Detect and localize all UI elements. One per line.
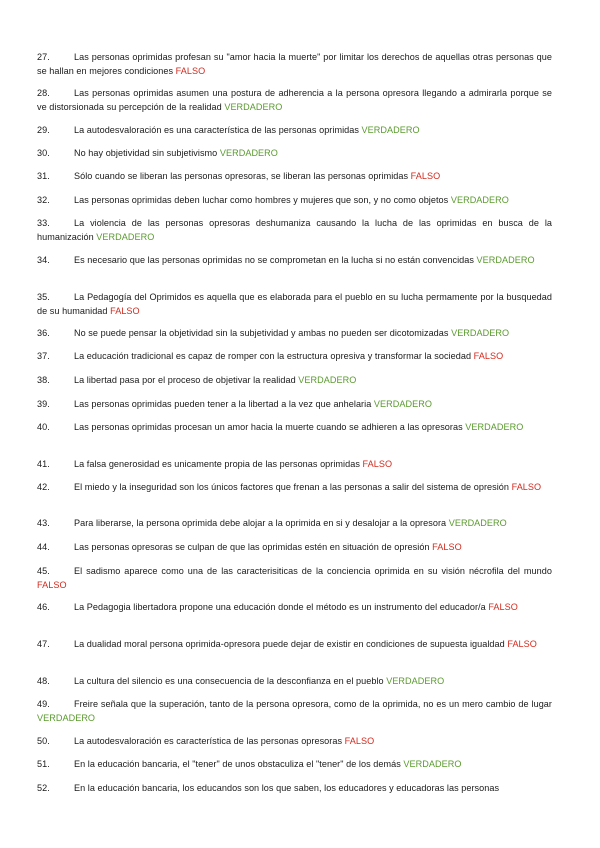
question-item [37,734,552,748]
question-item [37,86,552,114]
question-number: 38. [37,375,50,385]
answer-label: VERDADERO [219,148,278,158]
question-number: 33. [37,218,50,228]
question-number: 27. [37,52,50,62]
question-item [37,253,552,267]
question-text: No hay objetividad sin subjetivismo [74,148,218,158]
answer-label: VERDADERO [37,713,96,724]
question-item [37,480,552,494]
answer-label: VERDADERO [448,518,507,528]
question-text: La educación tradicional es capaz de romper con la estructura opresiva y transformar la sociedad [74,351,472,361]
answer-label: VERDADERO [450,195,509,205]
question-number: 31. [37,171,50,181]
question-item [37,373,552,387]
answer-label: FALSO [37,580,67,591]
question-number: 40. [37,422,50,432]
answer-label: VERDADERO [403,759,462,769]
answer-label: FALSO [432,542,462,552]
question-text: Las personas oprimidas procesan un amor hacia la muerte cuando se adhieren a las opresoras [74,422,463,432]
question-item [37,326,552,340]
question-number: 32. [37,195,50,205]
question-item [37,697,552,725]
question-item [37,397,552,411]
question-item [37,757,552,771]
question-text: Para liberarse, la persona oprimida debe alojar a la oprimida en si y desalojar a la opresora [74,518,447,528]
question-text: La autodesvaloración es una característica de las personas oprimidas [74,125,359,135]
answer-label: FALSO [511,482,542,492]
question-text: En la educación bancaria, los educandos son los que saben, los educadores y educadoras las personas [74,783,500,793]
question-item [37,600,552,614]
question-text: El miedo y la inseguridad son los únicos factores que frenan a las personas a salir del sistema de opresión [74,482,510,492]
question-text: Sólo cuando se liberan las personas opresoras, se liberan las personas oprimidas [74,171,409,181]
question-item [37,540,552,554]
answer-label: VERDADERO [465,422,524,432]
question-number: 49. [37,699,50,709]
question-text: Es necesario que las personas oprimidas no se comprometan en la lucha si no están convencidas [74,255,474,265]
question-number: 52. [37,783,50,793]
question-number: 37. [37,351,50,361]
question-number: 51. [37,759,50,769]
question-item [37,781,552,795]
question-text: Las personas oprimidas pueden tener a la libertad a la vez que anhelaria [74,399,372,409]
question-number: 41. [37,459,50,469]
question-text: Las personas oprimidas profesan su "amor hacia la muerte" por limitar los derechos de aquellas otras personas que se hallan en mejores condiciones [37,52,552,77]
question-number: 36. [37,328,50,338]
question-number: 46. [37,602,50,612]
question-text: Las personas opresoras se culpan de que las oprimidas estén en situación de opresión [74,542,430,552]
answer-label: VERDADERO [386,676,445,686]
question-text: La violencia de las personas opresoras deshumaniza causando la lucha de las oprimidas en busca de la humanización [37,218,552,243]
question-number: 29. [37,125,50,135]
question-number: 48. [37,676,50,686]
answer-label: VERDADERO [298,375,357,385]
question-number: 39. [37,399,50,409]
question-text: La falsa generosidad es unicamente propia de las personas oprimidas [74,459,360,469]
question-number: 35. [37,292,50,302]
question-item [37,349,552,363]
question-text: El sadismo aparece como una de las caracterisiticas de la conciencia oprimida en su visión nécrofila del mundo [74,566,552,576]
answer-label: FALSO [344,736,375,746]
question-item [37,123,552,137]
question-number: 50. [37,736,50,746]
question-item [37,516,552,530]
question-item [37,457,552,471]
question-number: 30. [37,148,50,158]
question-number: 44. [37,542,50,552]
answer-label: FALSO [175,66,206,77]
answer-label: FALSO [473,351,504,361]
question-item [37,216,552,244]
question-item [37,637,552,651]
question-text: En la educación bancaria, el "tener" de unos obstaculiza el "tener" de los demás [74,759,401,769]
question-number: 47. [37,639,50,649]
question-text: La Pedagogía del Oprimidos es aquella que es elaborada para el pueblo en su lucha permamente por la busquedad de su humanidad [37,292,552,317]
question-item [37,290,552,318]
question-item [37,169,552,183]
answer-label: VERDADERO [224,102,283,113]
question-item [37,193,552,207]
question-text: Las personas oprimidas deben luchar como hombres y mujeres que son, y no como objetos [74,195,449,205]
question-text: La autodesvaloración es característica de las personas opresoras [74,736,343,746]
question-number: 45. [37,566,50,576]
answer-label: VERDADERO [361,125,420,135]
question-number: 42. [37,482,50,492]
question-item [37,146,552,160]
question-text: La dualidad moral persona oprimida-opresora puede dejar de existir en condiciones de supuesta igualdad [74,639,505,649]
question-item [37,564,552,592]
question-item [37,420,552,434]
question-number: 43. [37,518,50,528]
question-number: 28. [37,88,50,98]
answer-label: FALSO [488,602,518,612]
question-text: Freire señala que la superación, tanto de la persona opresora, como de la oprimida, no es un mero cambio de lugar [74,699,552,709]
answer-label: FALSO [507,639,537,649]
question-text: La cultura del silencio es una consecuencia de la desconfianza en el pueblo [74,676,384,686]
answer-label: VERDADERO [451,328,510,338]
question-text: La libertad pasa por el proceso de objetivar la realidad [74,375,296,385]
question-item [37,50,552,78]
answer-label: VERDADERO [476,255,535,265]
answer-label: FALSO [362,459,393,469]
answer-label: FALSO [410,171,441,181]
question-text: No se puede pensar la objetividad sin la subjetividad y ambas no pueden ser dicotomizadas [74,328,449,338]
question-item [37,674,552,688]
question-text: La Pedagogia libertadora propone una educación donde el método es un instrumento del educador/a [74,602,486,612]
answer-label: FALSO [110,306,140,317]
answer-label: VERDADERO [373,399,432,409]
answer-label: VERDADERO [96,232,155,243]
question-number: 34. [37,255,50,265]
question-text: Las personas oprimidas asumen una postura de adherencia a la persona opresora llegando a admirarla porque se ve distorsionada su percepción de la realidad [37,88,552,113]
